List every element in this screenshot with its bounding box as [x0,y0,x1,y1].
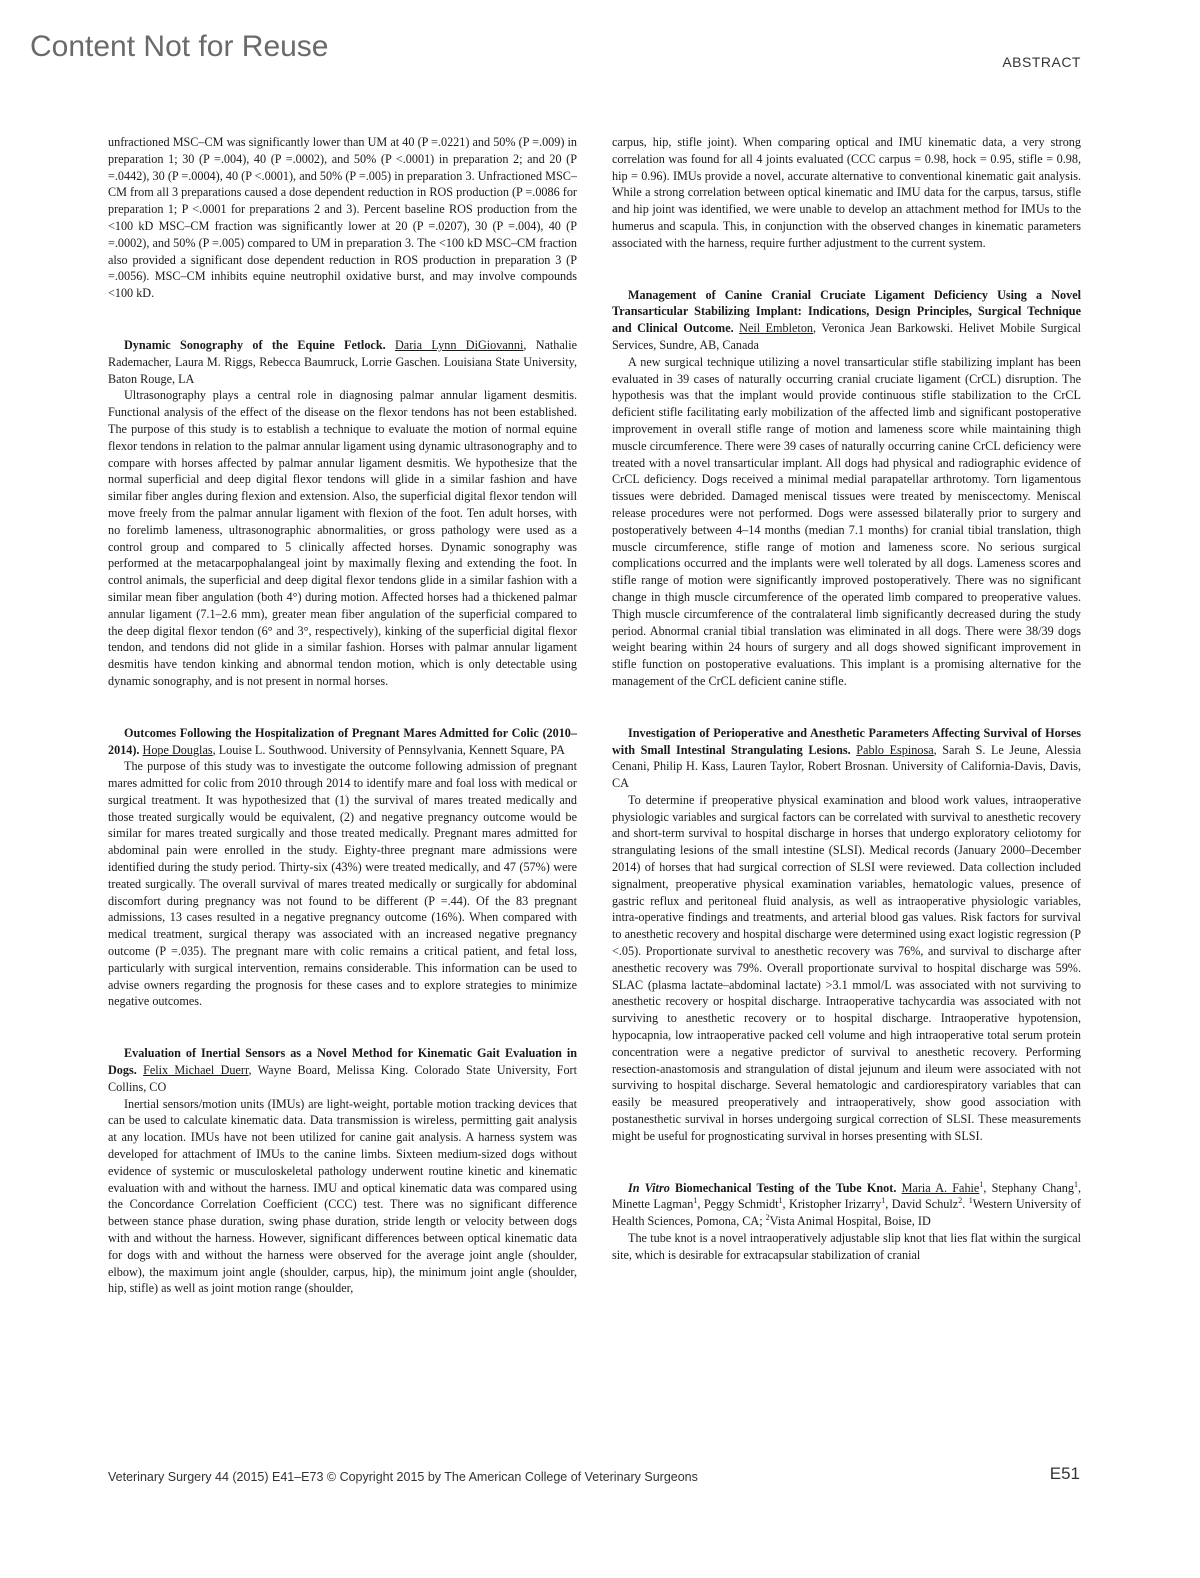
abstract-continuation [612,134,1081,252]
abstract-authors: , Kristopher Irizarry [782,1197,882,1212]
title-italic: In Vitro [628,1180,670,1195]
presenter-name: Daria Lynn DiGiovanni [395,337,524,352]
affiliation-marker: 1 [1073,1179,1078,1189]
abstract-body: The purpose of this study was to investigate the outcome following admission of pregnant mares admitted for colic from 2010 through 2014 to identify mare and foal loss with medical or surgical treatment. It was hypothesized that (1) the survival of mares treated medically and those treated surgically would be equivalent, (2) and negative pregnancy outcome would be similar for mares treated surgically and those treated medically. Pregnant mares admitted for abdominal pain were enrolled in the study. Eighty-three pregnant mare admissions were identified during the study period. Thirty-six (43%) were treated medically, and 47 (57%) were treated surgically. The overall survival of mares treated medically or surgically for abdominal discomfort during pregnancy was not found to be different (P =.44). Of the 83 pregnant admissions, 13 cases resulted in a negative pregnancy outcome (16%). When compared with medical treatment, surgical therapy was associated with an increased negative pregnancy outcome (P =.035). The pregnant mare with colic remains a critical patient, and fetal loss, particularly with surgical intervention, remains considerable. This information can be used to advise owners regarding the prognosis for these cases and to explore strategies to minimize negative outcomes. [108,759,577,1009]
abstract-header [612,287,1081,354]
abstract-authors: , Veronica Jean Barkowski. Helivet Mobile Surgical Services, Sundre, AB, Canada [612,321,1082,352]
presenter-name: Pablo Espinosa [856,742,934,757]
abstract-authors: , Nathalie Rademacher, Laura M. Riggs, Rebecca Baumruck, Lorrie Gaschen. Louisiana State University, Baton Rouge, LA [108,337,577,386]
abstract-body: carpus, hip, stifle joint). When comparing optical and IMU kinematic data, a very strong correlation was found for all 4 joints evaluated (CCC carpus = 0.98, hock = 0.95, stifle = 0.98, hip = 0.96). IMUs provide a novel, accurate alternative to conventional kinematic gait analysis. While a strong correlation between optical kinematic and IMU data for the carpus, tarsus, stifle and hip joint was identified, we were unable to develop an attachment method for IMUs to the humerus and scapula. This, in conjunction with the observed changes in kinematic parameters associated with the harness, require further adjustment to the current system. [612,135,1081,250]
abstract-authors: . [962,1197,969,1212]
abstract-continuation [108,134,577,302]
right-column [612,134,1081,1299]
presenter-name: Hope Douglas [142,742,213,757]
abstract-pregnant-mares [108,725,577,1011]
abstract-body: unfractioned MSC–CM was significantly lower than UM at 40 (P =.0221) and 50% (P =.009) in preparation 1; 30 (P =.004), 40 (P =.0002), and 50% (P <.0001) in preparation 2; and 20 (P =.0442), 30 (P =.0004), 40 (P <.0001), and 50% (P =.005) in preparation 3. Unfractioned MSC–CM from all 3 preparations caused a dose dependent reduction in ROS production (P =.0086 for preparation 1; P <.0001 for preparations 2 and 3). Percent baseline ROS production from the <100 kD MSC–CM fraction was significantly lower at 20 (P =.0207), 30 (P =.004), 40 (P =.0002), and 50% (P =.005) compared to UM in preparation 3. The <100 kD MSC–CM fraction also provided a significant dose dependent reduction in ROS production in preparation 3 (P =.0056). MSC–CM inhibits equine neutrophil oxidative burst, and may involve compounds <100 kD. [108,135,577,301]
affiliation-marker: 1 [979,1179,984,1189]
abstract-title: Evaluation of Inertial Sensors as a Novel Method for Kinematic Gait Evaluation in Dogs. [108,1046,577,1078]
abstract-authors: , Louise L. Southwood. University of Pennsylvania, Kennett Square, PA [212,742,565,757]
abstract-canine-ccl [612,287,1081,690]
abstract-header [108,337,577,387]
affiliation: Western University of Health Sciences, Pomona, CA; [612,1197,1081,1229]
affiliation-marker: 2 [958,1196,963,1206]
abstract-body: To determine if preoperative physical examination and blood work values, intraoperative physiologic variables and surgical factors can be correlated with survival to anesthetic recovery and short-term survival to hospital discharge in horses that undergo exploratory celiotomy for strangulating lesions of the small intestine (SLSI). Medical records (January 2000–December 2014) of horses that had surgical correction of SLSI were reviewed. Data collection included signalment, preoperative physical examination variables, hematologic values, presence of gastric reflux and peritoneal fluid analysis, as well as intraoperative physiologic variables, intra-operative findings and treatments, and arterial blood gas values. Risk factors for survival to anesthetic recovery and hospital discharge were determined using exact logistic regression (P <.05). Proportionate survival to anesthetic recovery was 76%, and survival to discharge after anesthetic recovery was 79%. Overall proportionate survival to hospital discharge was 59%. SLAC (plasma lactate–abdominal lactate) >3.1 mmol/L was associated with not surviving to anesthetic recovery or hospital discharge. Intraoperative tachycardia was associated with not surviving to anesthetic recovery or to hospital discharge. Intraoperative hypotension, hypocapnia, low intraoperative packed cell volume and high intraoperative total serum protein concentration were a negative predictor of survival to anesthetic recovery. Performing resection-anastomosis and strangulation of distal jejunum and ileum were associated with not surviving to hospital discharge. Several hematologic and cardiorespiratory variables that can easily be measured preoperatively and intraoperatively, show good association with postanesthetic survival in horses undergoing surgical correction of SLSI. These measurements might be useful for prognosticating survival in horses presenting with SLSI. [612,792,1081,1143]
abstract-header [108,725,577,759]
abstract-inertial-sensors [108,1045,577,1297]
abstract-authors: , Wayne Board, Melissa King. Colorado State University, Fort Collins, CO [108,1063,577,1094]
abstract-tube-knot [612,1180,1081,1264]
abstract-body: A new surgical technique utilizing a novel transarticular stifle stabilizing implant has been evaluated in 39 cases of naturally occurring cranial cruciate ligament (CrCL) disruption. The hypothesis was that the implant would provide continuous stifle stabilization to the CrCL deficient stifle facilitating early mobilization of the affected limb and significant postoperative improvement in overall stifle range of motion and lameness score while maintaining thigh muscle circumference. There were 39 cases of naturally occurring canine CrCL deficiency were treated with a novel transarticular implant. All dogs had physical and radiographic evidence of CrCL deficiency. Dogs received a minimal medial parapatellar arthrotomy. Torn ligamentous tissues were debrided. Damaged meniscal tissues were treated by meniscectomy. Meniscal release procedures were not performed. Dogs were assessed bilaterally prior to surgery and postoperatively between 4–14 months (median 7.1 months) for cranial tibial translation, thigh muscle circumference, stifle range of motion and lameness score. No serious surgical complications occurred and the implants were well tolerated by all dogs. Lameness scores and stifle range of motion were significantly improved postoperatively. There was no significant change in thigh muscle circumference of the operated limb compared to preoperative values. Thigh muscle circumference of the contralateral limb significantly decreased during the study period. Abnormal cranial tibial translation was eliminated in all dogs. There were 38/39 dogs weight bearing within 24 hours of surgery and all dogs showed significant improvement in stifle function on postoperative evaluations. This implant is a promising alternative for the management of the CrCL deficient canine stifle. [612,354,1081,688]
affiliation-marker: 2 [765,1213,770,1223]
abstract-authors: , David Schulz [885,1197,959,1212]
abstract-authors: , Peggy Schmidt [697,1197,779,1212]
affiliation-marker: 1 [968,1196,973,1206]
abstract-authors: , Sarah S. Le Jeune, Alessia Cenani, Philip H. Kass, Lauren Taylor, Robert Brosnan. University of California-Davis, Davis, CA [612,742,1081,791]
abstract-title: Investigation of Perioperative and Anesthetic Parameters Affecting Survival of Horses with Small Intestinal Strangulating Lesions. [612,725,1081,757]
abstract-authors: , Minette Lagman [612,1180,1082,1212]
presenter-name: Neil Embleton [739,321,814,336]
abstract-title: Management of Canine Cranial Cruciate Ligament Deficiency Using a Novel Transarticular Stabilizing Implant: Indications, Design Principles, Surgical Technique and Clinical Outcome. [612,287,1081,336]
affiliation: Vista Animal Hospital, Boise, ID [769,1214,931,1229]
watermark: Content Not for Reuse [30,30,329,63]
abstract-header [612,1180,1081,1230]
footer-citation: Veterinary Surgery 44 (2015) E41–E73 © Copyright 2015 by The American College of Veterinary Surgeons [108,1470,698,1484]
presenter-name: Felix Michael Duerr [143,1063,249,1078]
left-column [108,134,577,1332]
abstract-perioperative-anesthetic [612,725,1081,1145]
section-label: ABSTRACT [1002,54,1081,70]
affiliation-marker: 1 [881,1196,886,1206]
abstract-header [612,725,1081,792]
abstract-body: Ultrasonography plays a central role in diagnosing palmar annular ligament desmitis. Functional analysis of the effect of the disease on the flexor tendons has not been established. The purpose of this study is to establish a technique to evaluate the motion of normal equine flexor tendons in relation to the palmar annular ligament using dynamic ultrasonography and to compare with horses affected by palmar annular ligament desmitis. We hypothesize that the normal superficial and deep digital flexor tendons will glide in a similar fashion and have similar fiber angles during flexion and extension. Also, the superficial digital flexor tendon will move freely from the palmar annular ligament with flexion of the foot. Ten adult horses, with no forelimb lameness, ultrasonographic abnormalities, or gross pathology were used as a control group and compared to 5 clinically affected horses. Dynamic sonography was performed at the metacarpophalangeal joint by maximally flexing and extending the foot. In control animals, the superficial and deep digital flexor tendons glide in a similar fashion with a similar mean fiber angulation (both 4°) during motion. Affected horses had a thickened palmar annular ligament (7.1–2.6 mm), greater mean fiber angulation of the superficial compared to the deep digital flexor tendon (6° and 3°, respectively), kinking of the superficial digital flexor tendon, and tendons did not glide in a similar fashion. Horses with palmar annular ligament desmitis have tendon kinking and abnormal tendon motion, which is only detectable using dynamic sonography, and is not present in normal horses. [108,388,577,688]
abstract-title: Outcomes Following the Hospitalization of Pregnant Mares Admitted for Colic (2010–2014). [108,725,577,757]
abstract-authors: , Stephany Chang [983,1180,1074,1195]
affiliation-marker: 1 [693,1196,698,1206]
abstract-title: Dynamic Sonography of the Equine Fetlock. [124,337,386,352]
title-rest: Biomechanical Testing of the Tube Knot. [669,1180,897,1195]
presenter-name: Maria A. Fahie [901,1180,980,1195]
page-number: E51 [1049,1464,1080,1483]
abstract-header [108,1045,577,1095]
abstract-title [628,1181,896,1195]
affiliation-marker: 1 [778,1196,783,1206]
abstract-equine-fetlock [108,337,577,690]
abstract-body: Inertial sensors/motion units (IMUs) are light-weight, portable motion tracking devices that can be used to calculate kinematic data. Data transmission is wireless, permitting gait analysis at any location. IMUs have not been utilized for canine gait analysis. A harness system was developed for attachment of IMUs to the canine limbs. Sixteen medium-sized dogs without evidence of systemic or musculoskeletal pathology underwent routine kinetic and kinematic evaluation with and without the harness. IMU and optical kinematic data was compared using the Concordance Correlation Coefficient (CCC) test. There was no significant difference between stance phase duration, swing phase duration, stride length or velocity between dogs with and without the harness. However, significant differences between optical kinematic data for dogs with and without the harness were observed for the average joint angle (shoulder, elbow), the maximum joint angle (shoulder, carpus, hip), the minimum joint angle (shoulder, hip, stifle) as well as joint motion range (shoulder, [108,1096,577,1296]
abstract-body: The tube knot is a novel intraoperatively adjustable slip knot that lies flat within the surgical site, which is desirable for extracapsular stabilization of cranial [612,1231,1081,1262]
